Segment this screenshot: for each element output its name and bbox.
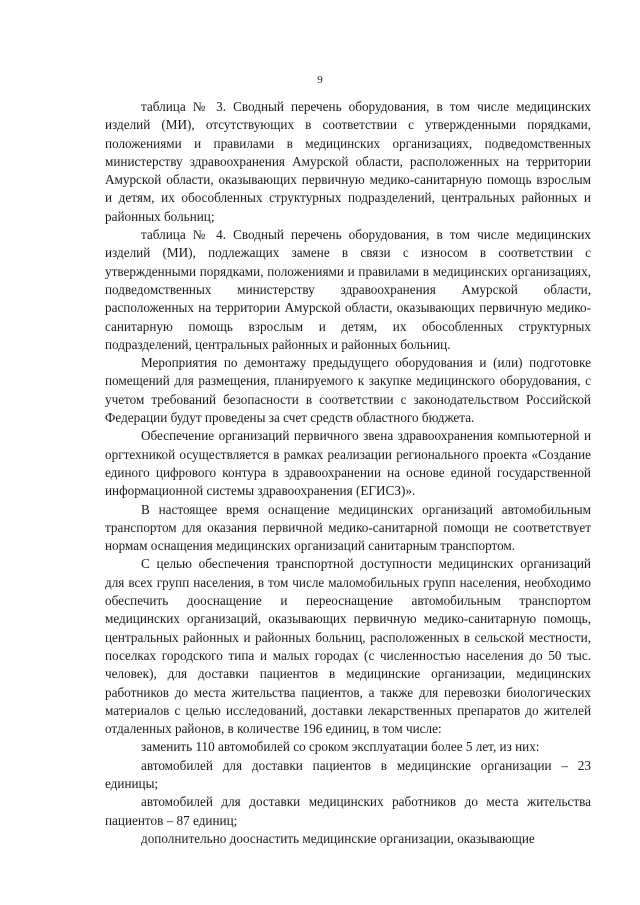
paragraph-table-4: таблица № 4. Сводный перечень оборудования, в том числе медицинских изделий (МИ), подлежащих замене в связи с износом в соответствии с утвержденными порядками, положениями и правилами в медицинских организациях, подведомственных министерству здравоохранения Амурской области, расположенных на территории Амурской области, оказывающих первичную медико-санитарную помощь взрослым и детям, их обособленных структурных подразделений, центральных районных и районных больниц. (105, 227, 591, 352)
paragraph-worker-vehicles: автомобилей для доставки медицинских работников до места жительства пациентов – 87 единиц; (105, 794, 591, 828)
paragraph-replace-vehicles: заменить 110 автомобилей со сроком эксплуатации более 5 лет, из них: (141, 739, 540, 755)
paragraph-transport-plan: С целью обеспечения транспортной доступности медицинских организаций для всех групп населения, в том числе маломобильных групп населения, необходимо обеспечить дооснащение и переоснащение автомобильным транспортом медицинских организаций, оказывающих первичную медико-санитарную помощь, центральных районных и районных больниц, расположенных в сельской местности, поселках городского типа и малых городах (с численностью населения до 50 тыс. человек), для доставки пациентов в медицинские организации, медицинских работников до места жительства пациентов, а также для перевозки биологических материалов с целью исследований, доставки лекарственных препаратов до жителей отдаленных районов, в количестве 196 единиц, в том числе: (105, 556, 591, 737)
paragraph-dismantling: Мероприятия по демонтажу предыдущего оборудования и (или) подготовке помещений для размещения, планируемого к закупке медицинского оборудования, с учетом требований безопасности в соответствии с законодательством Российской Федерации будут проведены за счет средств областного бюджета. (105, 355, 591, 426)
paragraph-transport-status: В настоящее время оснащение медицинских организаций автомобильным транспортом для оказания первичной медико-санитарной помощи не соответствует нормам оснащения медицинских организаций санитарным транспортом. (105, 501, 591, 554)
page-number: 9 (317, 74, 323, 86)
paragraph-computer-equipment: Обеспечение организаций первичного звена здравоохранения компьютерной и оргтехникой осуществляется в рамках реализации регионального проекта «Создание единого цифрового контура в здравоохранении на основе единой государственной информационной системы здравоохранения (ЕГИСЗ)». (105, 428, 591, 499)
document-body (105, 98, 591, 848)
paragraph-table-3: таблица № 3. Сводный перечень оборудования, в том числе медицинских изделий (МИ), отсутствующих в соответствии с утвержденными порядками, положениями и правилами в медицинских организациях, подведомственных министерству здравоохранения Амурской области, расположенных на территории Амурской области, оказывающих первичную медико-санитарную помощь взрослым и детям, их обособленных структурных подразделений, центральных районных и районных больниц; (105, 99, 591, 224)
paragraph-patient-vehicles: автомобилей для доставки пациентов в медицинские организации – 23 единицы; (105, 757, 591, 791)
paragraph-additional-equipment: дополнительно дооснастить медицинские организации, оказывающие (141, 830, 535, 846)
